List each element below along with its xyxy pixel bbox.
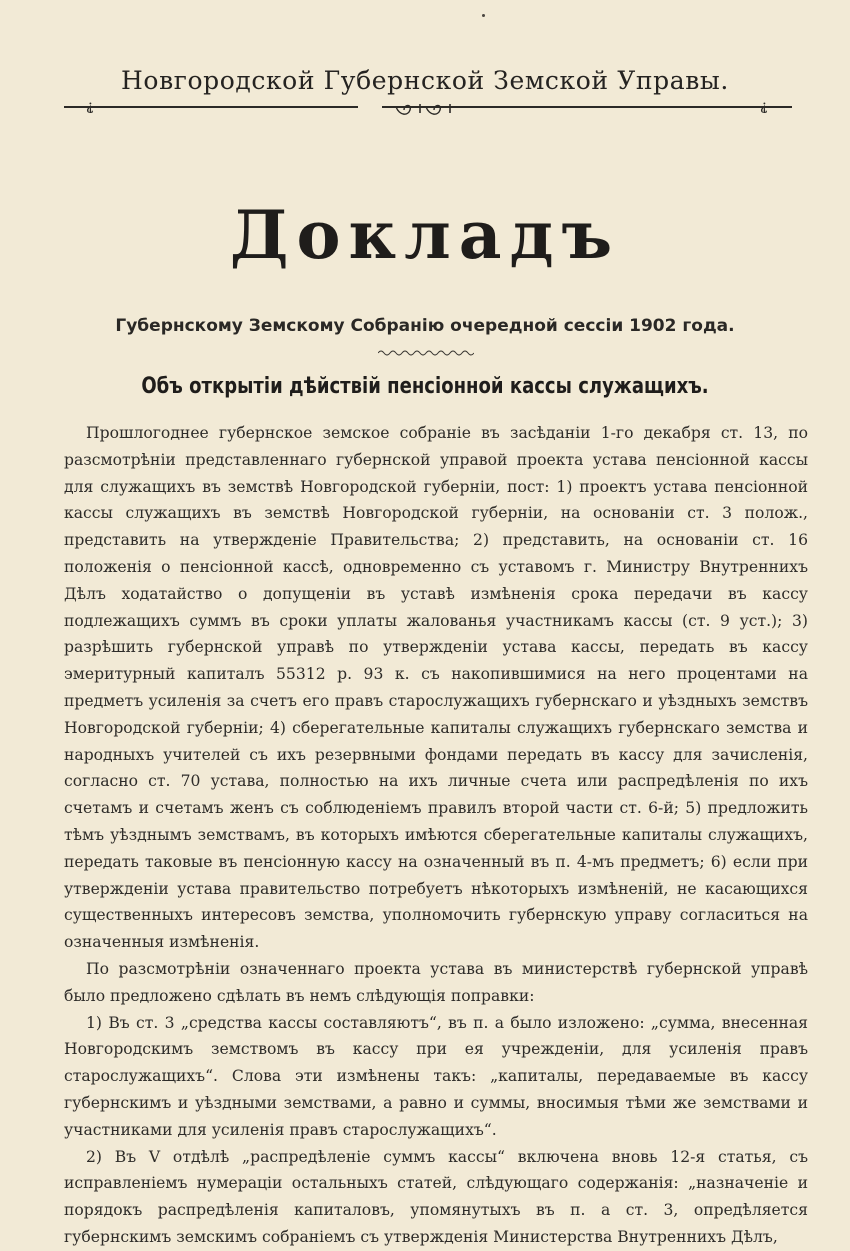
- header-rule-left: [64, 106, 358, 108]
- section-title: Объ открытіи дѣйствій пенсіонной кассы служащихъ.: [141, 374, 709, 399]
- paragraph-3: 1) Въ ст. 3 „средства кассы составляютъ“, въ п. а было изложено: „сумма, внесенная Новгородскимъ земствомъ въ кассу при ея учрежденіи, для усиленія правъ старослужащихъ“. Слова эти измѣнены такъ: „капиталы, передаваемые въ кассу губернскимъ и уѣздными земствами, а равно и суммы, вносимыя тѣми же земствами и участниками для усиленія правъ старослужащихъ“.: [64, 1013, 808, 1139]
- header-title: Новгородской Губернской Земской Управы.: [121, 66, 729, 95]
- speck: [482, 14, 485, 17]
- header-rule-right: [472, 106, 792, 108]
- document-subtitle: Губернскому Земскому Собранію очередной сессіи 1902 года.: [115, 316, 735, 336]
- wavy-divider-icon: [378, 348, 474, 358]
- report-body: [64, 420, 808, 1251]
- paragraph-4: 2) Въ V отдѣлѣ „распредѣленіе суммъ кассы“ включена вновь 12-я статья, съ исправленіемъ нумераціи остальныхъ статей, слѣдующаго содержанія: „назначеніе и порядокъ распредѣленія капиталовъ, упомянутыхъ въ п. а ст. 3, опредѣляется губернскимъ земскимъ собраніемъ съ утвержденія Министерства Внутреннихъ Дѣлъ,: [64, 1147, 808, 1246]
- paragraph-2: По разсмотрѣніи означеннаго проекта устава въ министерствѣ губернской управѣ было предложено сдѣлать въ немъ слѣдующія поправки:: [64, 959, 808, 1005]
- document-title: Докладъ: [229, 196, 621, 274]
- scroll-ornament-icon: ⸘: [86, 98, 94, 114]
- scroll-ornament-icon: ⸘: [760, 98, 768, 114]
- center-ornament-icon: [382, 102, 472, 126]
- paragraph-1: Прошлогоднее губернское земское собраніе въ засѣданіи 1-го декабря ст. 13, по разсмотрѣніи представленнаго губернской управой проекта устава пенсіонной кассы для служащихъ въ земствѣ Новгородской губерніи, пост: 1) проектъ устава пенсіонной кассы служащихъ въ земствѣ Новгородской губерніи, на основаніи ст. 3 полож., представить на утвержденіе Правительства; 2) представить, на основаніи ст. 16 положенія о пенсіонной кассѣ, одновременно съ уставомъ г. Министру Внутреннихъ Дѣлъ ходатайство о допущеніи въ уставѣ измѣненія срока передачи въ кассу подлежащихъ суммъ въ сроки уплаты жалованья участникамъ кассы (ст. 9 уст.); 3) разрѣшить губернской управѣ по утвержденіи устава кассы, передать въ кассу эмеритурный капиталъ 55312 р. 93 к. съ накопившимися на него процентами на предметъ усиленія за счетъ его правъ старослужащихъ губернскаго и уѣздныхъ земствъ Новгородской губерніи; 4) сберегательные капиталы служащихъ губернскаго земства и народныхъ учителей съ ихъ резервными фондами передать въ кассу для зачисленія, согласно ст. 70 устава, полностью на ихъ личные счета или распредѣленія по ихъ счетамъ и счетамъ женъ съ соблюденіемъ правилъ второй части ст. 6-й; 5) предложить тѣмъ уѣзднымъ земствамъ, въ которыхъ имѣются сберегательные капиталы служащихъ, передать таковые въ пенсіонную кассу на означенный въ п. 4-мъ предметъ; 6) если при утвержденіи устава правительство потребуетъ нѣкоторыхъ измѣненій, не касающихся существенныхъ интересовъ земства, уполномочить губернскую управу согласиться на означенныя измѣненія.: [64, 424, 808, 952]
